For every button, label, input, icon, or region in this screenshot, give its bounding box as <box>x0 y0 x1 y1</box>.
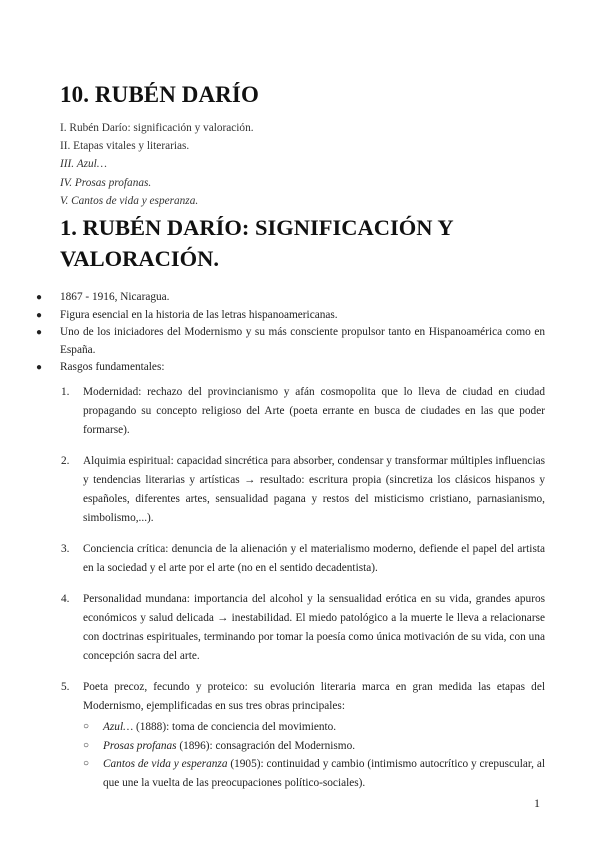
toc-item: IV. Prosas profanas. <box>60 176 152 189</box>
numbered-item <box>61 590 545 666</box>
toc-item: II. Etapas vitales y literarias. <box>60 140 190 153</box>
work-item <box>83 718 545 737</box>
work-item <box>83 737 545 756</box>
numbered-item <box>61 678 546 792</box>
item-number: 1. <box>61 386 70 398</box>
toc-item: III. Azul… <box>60 158 107 171</box>
bullet-icon: ● <box>36 309 43 321</box>
bullet-item <box>36 289 545 307</box>
toc-item: V. Cantos de vida y esperanza. <box>60 194 199 207</box>
circle-bullet-icon: ○ <box>83 721 90 732</box>
bullet-icon: ● <box>36 327 43 338</box>
table-of-contents <box>60 119 254 210</box>
item-number: 2. <box>61 455 70 467</box>
bullet-icon: ● <box>36 292 43 303</box>
item-number: 4. <box>61 593 70 605</box>
bullet-text: 1867 - 1916, Nicaragua. <box>60 291 170 303</box>
item-text: Personalidad mundana: importancia del alcohol y la sensualidad erótica en su vida, grandes apuros económicos y salud delicada → inestabilidad. El miedo patológico a la muerte le lleva a relacionarse con doctrinas espirituales, terminando por tomar la poesía como única motivación de su vida, con una concepción sacra del arte. <box>83 593 545 662</box>
work-title: Prosas profanas <box>103 739 177 752</box>
work-description: (1905): continuidad y cambio (intimismo autocrítico y crepuscular, al que une la vuelta de las preocupaciones político-sociales). <box>103 758 546 789</box>
bullet-icon: ● <box>36 362 43 373</box>
item-text: Modernidad: rechazo del provincianismo y afán cosmopolita que lo lleva de ciudad en ciudad propagando su concepto religioso del Arte (poeta errante en busca de ciudades en las que poder formarse). <box>83 386 545 436</box>
numbered-item <box>61 383 545 440</box>
work-description: (1896): consagración del Modernismo. <box>176 739 356 752</box>
bullet-text: Uno de los iniciadores del Modernismo y su más consciente propulsor tanto en Hispanoamérica como en España. <box>60 326 545 356</box>
work-item <box>83 755 546 792</box>
numbered-item <box>61 452 545 528</box>
work-title: Azul… <box>103 721 134 733</box>
work-title: Cantos de vida y esperanza <box>103 758 228 770</box>
toc-item: I. Rubén Darío: significación y valoración. <box>60 122 254 134</box>
numbered-list <box>61 383 546 804</box>
item-number: 5. <box>61 681 70 693</box>
works-list <box>83 718 546 792</box>
circle-bullet-icon: ○ <box>83 758 90 769</box>
bullet-text: Rasgos fundamentales: <box>60 361 165 373</box>
page-title: 10. RUBÉN DARÍO <box>60 82 259 107</box>
item-text: Poeta precoz, fecundo y proteico: su evolución literaria marca en gran medida las etapas del Modernismo, ejemplificadas en sus tres obras principales: <box>83 681 545 712</box>
item-text: Alquimia espiritual: capacidad sincrética para absorber, condensar y transformar múltiples influencias y tendencias literarias y artísticas → resultado: escritura propia (sincretiza los clásicos hispanos y españoles, diferentes artes, sensualidad pagana y restos del misticismo cristiano, parnasianismo, simbolismo,...). <box>83 455 545 524</box>
bullet-item <box>36 359 545 377</box>
circle-bullet-icon: ○ <box>83 739 90 751</box>
bullet-list <box>36 289 545 377</box>
bullet-text: Figura esencial en la historia de las letras hispanoamericanas. <box>60 308 338 321</box>
bullet-item <box>36 324 545 359</box>
item-number: 3. <box>61 543 70 555</box>
bullet-item <box>36 307 545 325</box>
page-number: 1 <box>534 796 540 810</box>
item-text: Conciencia crítica: denuncia de la alienación y el materialismo moderno, defiende el papel del artista en la sociedad y el arte por el arte (no en el sentido decadentista). <box>83 543 545 574</box>
section-heading: 1. RUBÉN DARÍO: SIGNIFICACIÓN Y VALORACIÓN. <box>60 215 453 271</box>
work-description: (1888): toma de conciencia del movimiento. <box>133 721 337 733</box>
numbered-item <box>61 540 545 578</box>
